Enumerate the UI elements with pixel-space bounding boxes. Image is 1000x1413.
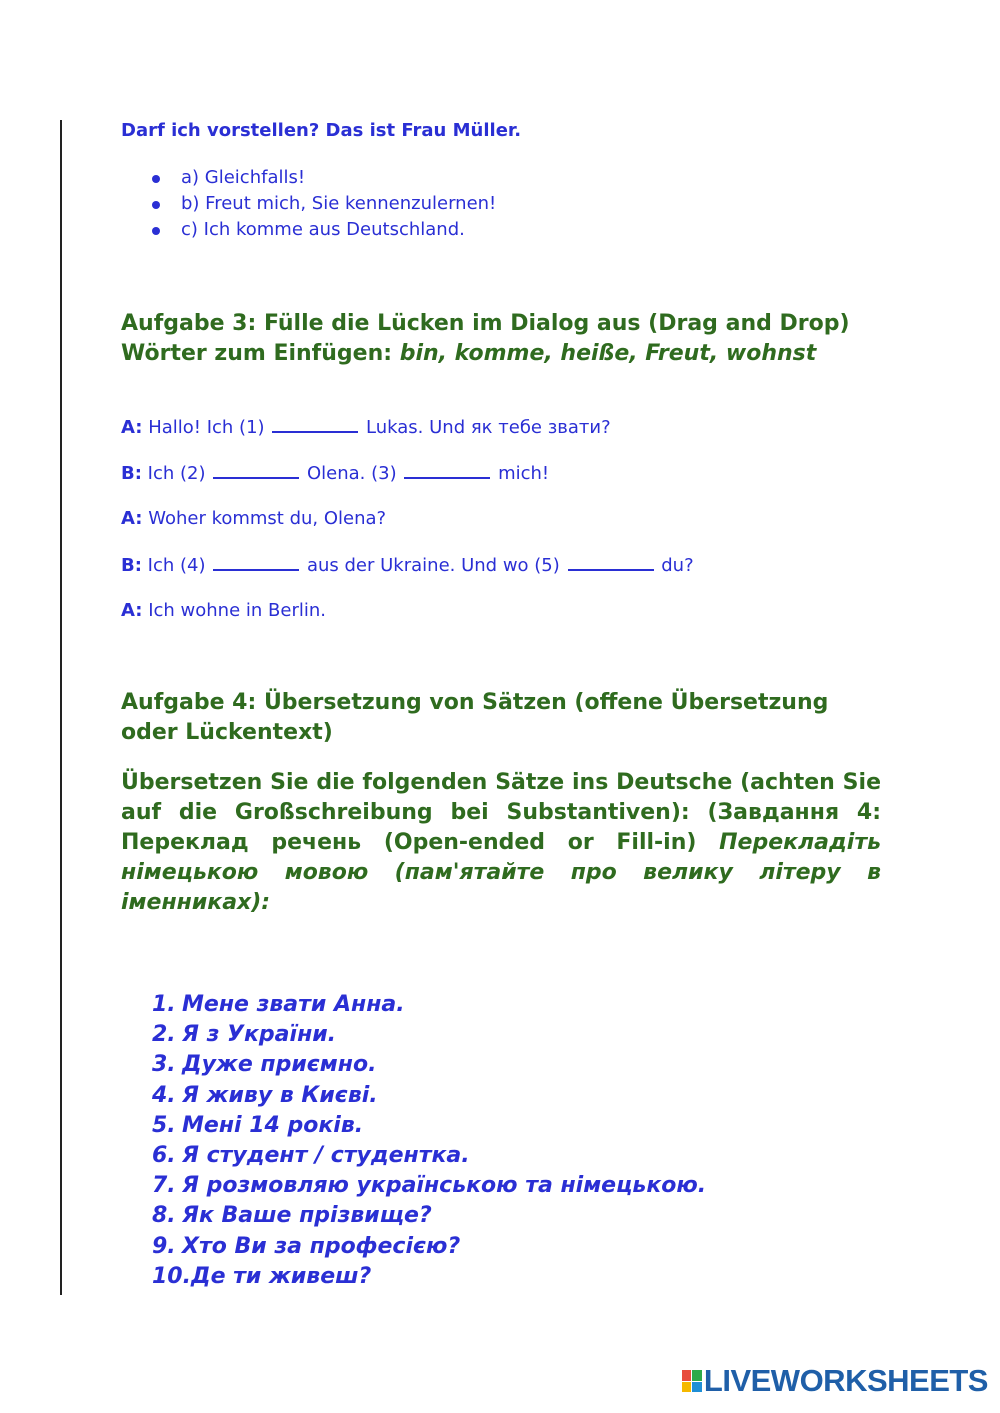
sentence-item [152,1141,706,1171]
task3-words: bin, komme, heiße, Freut, wohnst [399,341,817,366]
speaker: A: [121,600,143,621]
option-a[interactable]: a) Gleichfalls! [150,165,496,191]
sentence-item [152,1262,706,1292]
option-c[interactable]: c) Ich komme aus Deutschland. [150,217,496,243]
dialog-text: Ich wohne in Berlin. [148,600,326,621]
sentence-text: Хто Ви за професією? [182,1233,461,1259]
dialog-line-5 [121,599,326,623]
sentence-item [152,1081,706,1111]
instruction-german: Übersetzen Sie die folgenden Sätze ins Deutsche (achten Sie auf die Großschreibung bei Substantiven): (Завдання 4: Переклад речень (Open-ended or Fill-in) [121,770,881,855]
item-number: 10. [152,1263,191,1289]
sentence-text: Я студент / студентка. [182,1143,470,1169]
sentence-text: Я з України. [182,1022,337,1048]
dialog-text: Lukas. Und як тебе звати? [366,417,611,438]
item-number: 5. [152,1112,176,1138]
sentence-text: Де ти живеш? [190,1263,372,1289]
item-number: 4. [152,1082,176,1108]
blank-1[interactable] [272,415,358,433]
option-b[interactable]: b) Freut mich, Sie kennenzulernen! [150,191,496,217]
blank-5[interactable] [568,553,654,571]
speaker: A: [121,508,143,529]
logo-mark-icon [682,1370,702,1392]
dialog-text: mich! [498,463,550,484]
margin-line [60,120,62,1295]
item-number: 3. [152,1052,176,1078]
liveworksheets-logo[interactable] [682,1363,988,1399]
sentence-item [152,990,706,1020]
dialog-text: Woher kommst du, Olena? [148,508,387,529]
blank-2[interactable] [213,461,299,479]
sentence-item [152,1111,706,1141]
item-number: 7. [152,1173,176,1199]
dialog-text: Ich (4) [147,555,206,576]
item-number: 6. [152,1143,176,1169]
speaker: B: [121,555,142,576]
speaker: A: [121,417,143,438]
blank-4[interactable] [213,553,299,571]
dialog-line-1 [121,415,611,440]
dialog-text: Olena. (3) [306,463,397,484]
item-number: 9. [152,1233,176,1259]
task3-words-label: Wörter zum Einfügen: [121,341,400,366]
sentence-item [152,1050,706,1080]
sentence-text: Мене звати Анна. [182,992,405,1017]
instruction-ukrainian: Перекладіть німецькою мовою (пам'ятайте про велику літеру в іменниках): [121,830,881,915]
sentence-item [152,1020,706,1050]
dialog-line-2 [121,461,549,486]
sentence-text: Я розмовляю українською та німецькою. [182,1173,707,1199]
answer-options [150,165,496,243]
dialog-line-3 [121,507,386,531]
task3-title: Aufgabe 3: Fülle die Lücken im Dialog aus (Drag and Drop) [121,311,850,336]
dialog-text: du? [661,555,694,576]
sentence-text: Як Ваше прізвище? [182,1203,432,1229]
dialog-text: aus der Ukraine. Und wo (5) [306,555,560,576]
item-number: 8. [152,1203,176,1229]
sentence-item [152,1232,706,1262]
dialog-text: Ich (2) [147,463,206,484]
blank-3[interactable] [404,461,490,479]
logo-text: LIVEWORKSHEETS [703,1363,988,1398]
item-number: 1. [152,992,176,1017]
question-title: Darf ich vorstellen? Das ist Frau Müller. [121,120,522,141]
task4-heading: Aufgabe 4: Übersetzung von Sätzen (offene Übersetzung oder Lückentext) [121,690,829,745]
item-number: 2. [152,1022,176,1048]
sentence-text: Я живу в Києві. [182,1082,378,1108]
sentence-text: Дуже приємно. [182,1052,377,1078]
dialog-line-4 [121,553,694,578]
sentence-list [152,990,706,1292]
sentence-item [152,1201,706,1231]
task4-instruction [121,768,881,918]
sentence-item [152,1171,706,1201]
sentence-text: Мені 14 років. [182,1112,364,1138]
task3-heading [121,309,881,369]
speaker: B: [121,463,142,484]
dialog-text: Hallo! Ich (1) [148,417,265,438]
